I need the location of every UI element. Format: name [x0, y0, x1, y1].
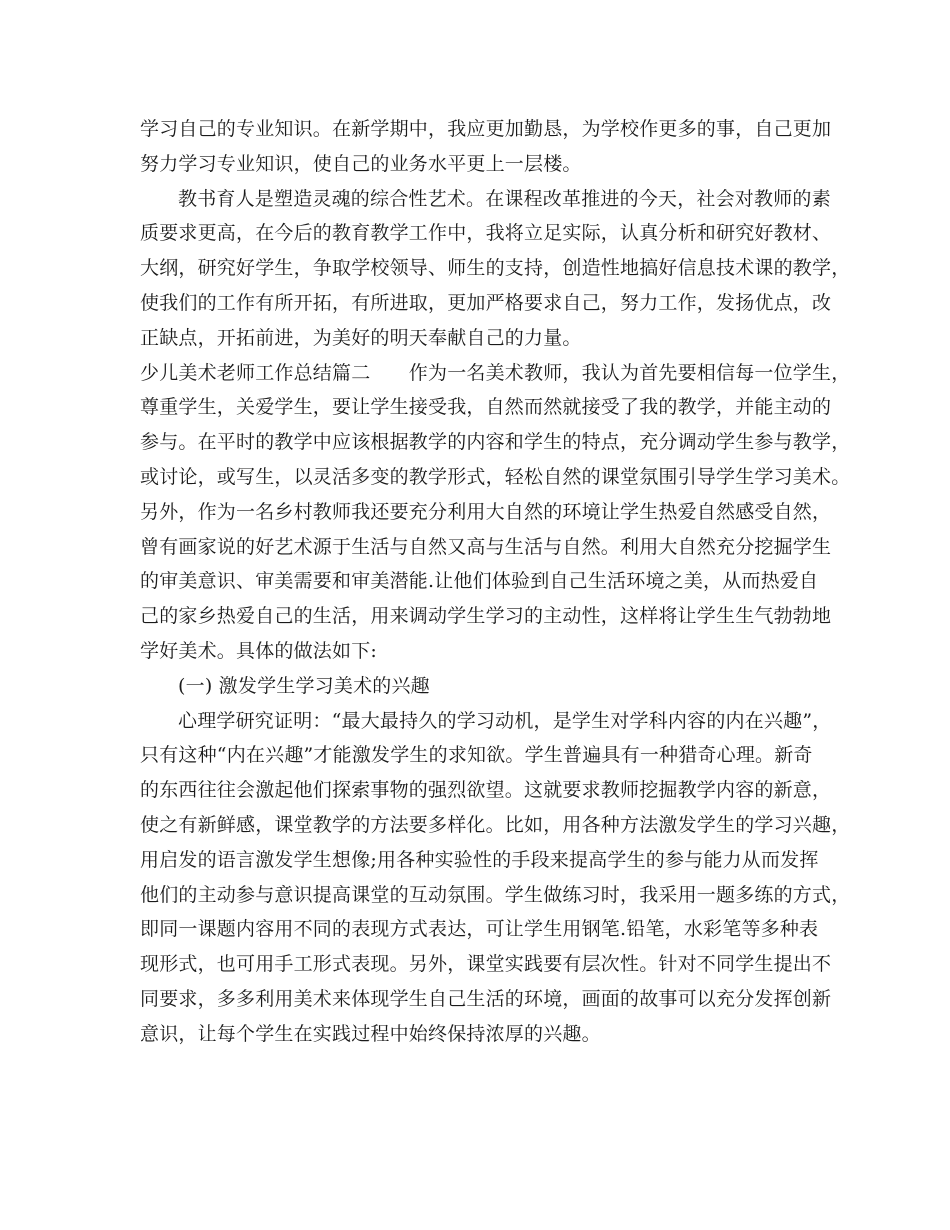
text-line: 正缺点，开拓前进，为美好的明天奉献自己的力量。 — [140, 326, 582, 349]
text-line: 学好美术。具体的做法如下: — [140, 639, 378, 662]
text-line: 另外，作为一名乡村教师我还要充分利用大自然的环境让学生热爱自然感受自然， — [140, 500, 832, 523]
text-line: 的审美意识、审美需要和审美潜能.让他们体验到自己生活环境之美，从而热爱自 — [140, 570, 819, 593]
text-line: 大纲，研究好学生，争取学校领导、师生的支持，创造性地搞好信息技术课的教学， — [140, 257, 851, 280]
text-line: 心理学研究证明：“最大最持久的学习动机，是学生对学科内容的内在兴趣”， — [178, 709, 832, 732]
text-line: 即同一课题内容用不同的表现方式表达，可让学生用钢笔.铅笔，水彩笔等多种表 — [140, 918, 819, 941]
document-body — [140, 112, 851, 1052]
text-line: 的东西往往会激起他们探索事物的强烈欲望。这就要求教师挖掘教学内容的新意， — [140, 779, 832, 802]
text-line: 学习自己的专业知识。在新学期中，我应更加勤恳，为学校作更多的事，自己更加 — [140, 118, 832, 140]
text-line: 教书育人是塑造灵魂的综合性艺术。在课程改革推进的今天，社会对教师的素 — [178, 187, 831, 210]
text-line: 他们的主动参与意识提高课堂的互动氛围。学生做练习时，我采用一题多练的方式， — [140, 883, 851, 906]
text-line: 少儿美术老师工作总结篇二 作为一名美术教师，我认为首先要相信每一位学生， — [140, 361, 851, 384]
text-line: 质要求更高，在今后的教育教学工作中，我将立足实际，认真分析和研究好教材、 — [140, 222, 832, 245]
text-line: 用启发的语言激发学生想像;用各种实验性的手段来提高学生的参与能力从而发挥 — [140, 848, 819, 871]
text-line: (一) 激发学生学习美术的兴趣 — [178, 674, 430, 697]
text-line: 参与。在平时的教学中应该根据教学的内容和学生的特点，充分调动学生参与教学， — [140, 431, 851, 454]
text-line: 使我们的工作有所开拓，有所进取，更加严格要求自己，努力工作，发扬优点，改 — [140, 291, 832, 314]
text-line: 努力学习专业知识，使自己的业务水平更上一层楼。 — [140, 152, 582, 175]
text-line: 只有这种“内在兴趣”才能激发学生的求知欲。学生普遍具有一种猎奇心理。新奇 — [140, 744, 813, 767]
text-line: 意识，让每个学生在实践过程中始终保持浓厚的兴趣。 — [140, 1022, 601, 1045]
text-line: 己的家乡热爱自己的生活，用来调动学生学习的主动性，这样将让学生生气勃勃地 — [140, 605, 832, 628]
text-line: 或讨论，或写生，以灵活多变的教学形式，轻松自然的课堂氛围引导学生学习美术。 — [140, 465, 851, 488]
text-line: 使之有新鲜感，课堂教学的方法要多样化。比如，用各种方法激发学生的学习兴趣， — [140, 813, 851, 836]
text-line: 同要求，多多利用美术来体现学生自己生活的环境，画面的故事可以充分发挥创新 — [140, 987, 832, 1010]
text-line: 曾有画家说的好艺术源于生活与自然又高与生活与自然。利用大自然充分挖掘学生 — [140, 535, 832, 558]
text-line: 尊重学生，关爱学生，要让学生接受我，自然而然就接受了我的教学，并能主动的 — [140, 396, 832, 419]
text-line: 现形式，也可用手工形式表现。另外，课堂实践要有层次性。针对不同学生提出不 — [140, 953, 832, 976]
